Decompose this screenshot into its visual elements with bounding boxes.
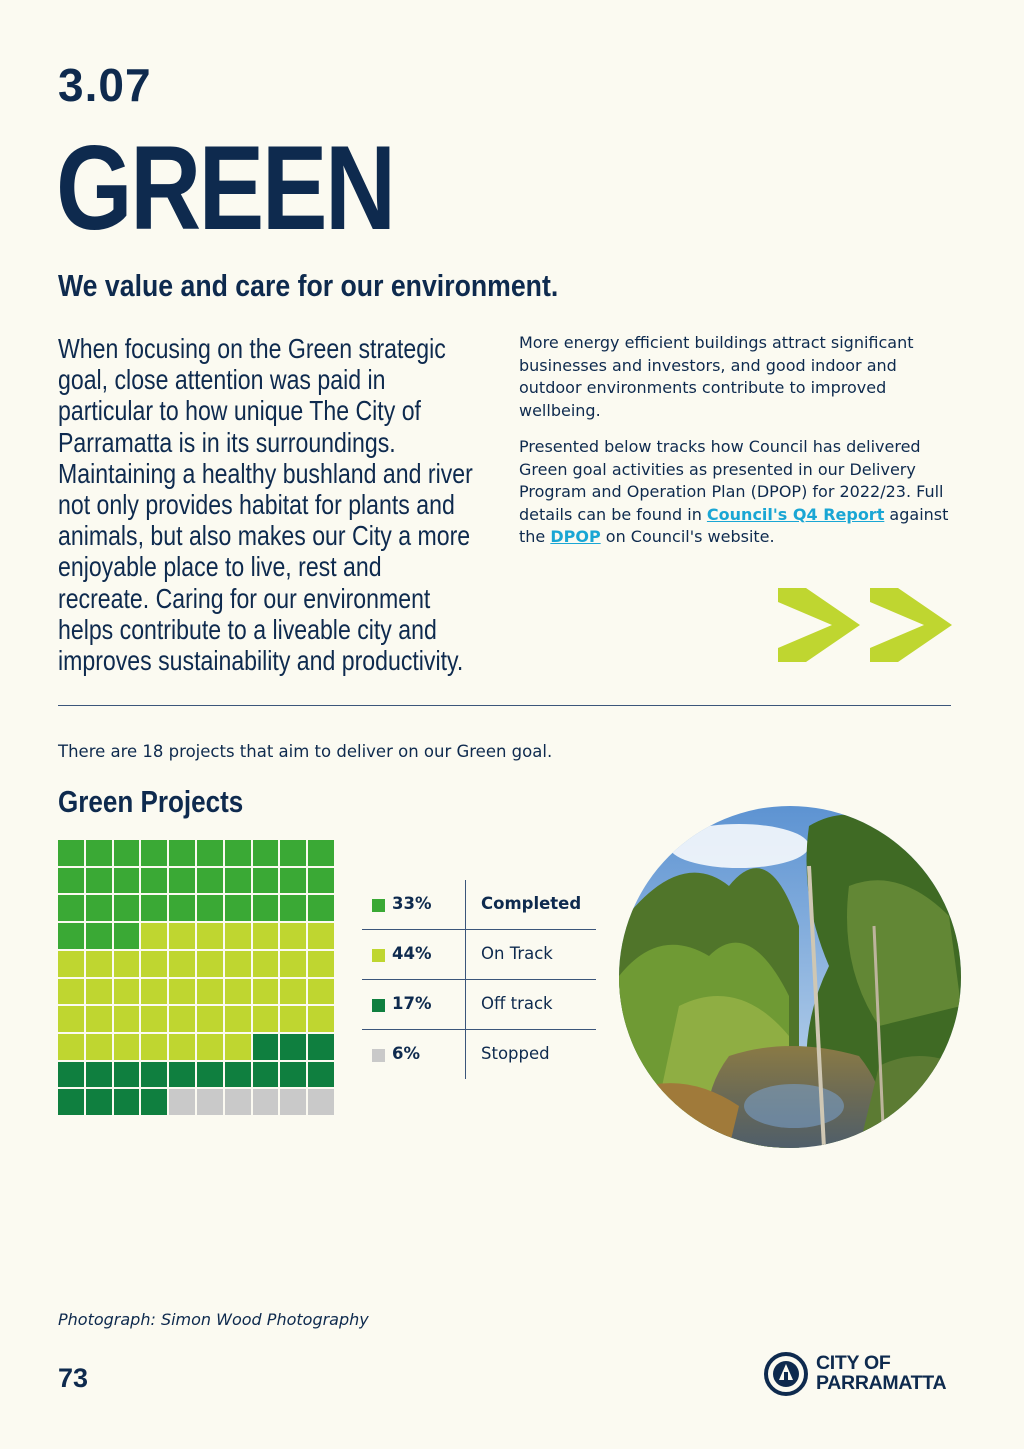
photo-credit: Photograph: Simon Wood Photography (58, 1310, 369, 1329)
waffle-cell-on-track (197, 1034, 223, 1060)
waffle-cell-off-track (225, 1062, 251, 1088)
logo-line-1: CITY OF (816, 1352, 891, 1374)
waffle-cell-on-track (308, 951, 334, 977)
waffle-cell-off-track (280, 1034, 306, 1060)
page-title: GREEN (56, 121, 394, 255)
council-q4-report-link[interactable]: Council's Q4 Report (706, 504, 885, 524)
waffle-cell-on-track (58, 979, 84, 1005)
right-column (519, 332, 959, 563)
logo-line-2: PARRAMATTA (816, 1372, 947, 1394)
city-of-parramatta-logo (764, 1352, 954, 1398)
waffle-cell-on-track (280, 923, 306, 949)
waffle-cell-completed (225, 895, 251, 921)
waffle-cell-completed (225, 840, 251, 866)
waffle-cell-on-track (280, 979, 306, 1005)
projects-heading: Green Projects (58, 784, 244, 819)
waffle-cell-on-track (225, 1006, 251, 1032)
double-chevron-icon (778, 588, 954, 662)
waffle-cell-completed (114, 895, 140, 921)
waffle-cell-on-track (58, 1006, 84, 1032)
waffle-cell-on-track (86, 1006, 112, 1032)
waffle-cell-off-track (58, 1062, 84, 1088)
waffle-cell-off-track (308, 1062, 334, 1088)
legend-percent-stopped: 6% (392, 1044, 421, 1063)
waffle-cell-off-track (86, 1062, 112, 1088)
waffle-cell-completed (58, 895, 84, 921)
waffle-cell-completed (280, 895, 306, 921)
legend-label-stopped: Stopped (481, 1044, 550, 1063)
page-subtitle: We value and care for our environment. (58, 268, 559, 303)
waffle-cell-on-track (253, 979, 279, 1005)
waffle-cell-completed (197, 895, 223, 921)
waffle-cell-off-track (141, 1089, 167, 1115)
page-number: 73 (58, 1363, 89, 1393)
waffle-cell-on-track (225, 951, 251, 977)
dpop-link[interactable]: DPOP (550, 527, 601, 546)
waffle-cell-on-track (58, 1034, 84, 1060)
waffle-cell-off-track (141, 1062, 167, 1088)
waffle-cell-completed (253, 895, 279, 921)
legend-separator (465, 930, 466, 979)
waffle-cell-on-track (280, 1006, 306, 1032)
paragraph-presented-start: Presented below tracks how Council has delivered Green goal activities as presented in our Delivery Program and Operation Plan (DPOP) for 2022/23. Full details can be found in (519, 437, 944, 524)
waffle-cell-completed (86, 923, 112, 949)
legend-percent-off-track: 17% (392, 994, 432, 1013)
waffle-cell-stopped (169, 1089, 195, 1115)
legend-label-off-track: Off track (481, 994, 553, 1013)
chevron-right-icon (870, 588, 952, 662)
legend-swatch-off-track (372, 999, 385, 1012)
waffle-cell-on-track (58, 951, 84, 977)
waffle-cell-completed (86, 840, 112, 866)
waffle-cell-completed (280, 868, 306, 894)
waffle-cell-off-track (197, 1062, 223, 1088)
legend-swatch-stopped (372, 1049, 385, 1062)
legend-separator (465, 980, 466, 1029)
waffle-cell-on-track (114, 1034, 140, 1060)
waffle-cell-stopped (308, 1089, 334, 1115)
chart-legend (362, 880, 596, 1079)
waffle-cell-on-track (169, 979, 195, 1005)
waffle-cell-completed (141, 895, 167, 921)
waffle-cell-off-track (114, 1089, 140, 1115)
projects-intro: There are 18 projects that aim to deliver on our Green goal. (58, 742, 553, 761)
waffle-cell-on-track (308, 1006, 334, 1032)
waffle-cell-on-track (225, 1034, 251, 1060)
waffle-cell-on-track (308, 979, 334, 1005)
waffle-cell-on-track (197, 979, 223, 1005)
section-number: 3.07 (58, 59, 152, 111)
waffle-cell-completed (308, 840, 334, 866)
waffle-cell-off-track (169, 1062, 195, 1088)
waffle-cell-off-track (280, 1062, 306, 1088)
lead-paragraph: When focusing on the Green strategic goal, close attention was paid in particular to how unique The City of Parramatta is in its surroundings. Maintaining a healthy bushland and river not only provides habitat for plants and animals, but also makes our City a more enjoyable place to live, rest and recreate. Caring for our environment helps contribute to a liveable city and improves sustainability and productivity. (58, 333, 473, 677)
waffle-cell-on-track (141, 979, 167, 1005)
chevron-left-icon (778, 588, 860, 662)
legend-row-on-track (362, 930, 596, 980)
waffle-cell-completed (141, 868, 167, 894)
waffle-cell-completed (225, 868, 251, 894)
paragraph-presented-end: on Council's website. (600, 527, 775, 546)
waffle-cell-on-track (114, 979, 140, 1005)
waffle-cell-on-track (308, 923, 334, 949)
waffle-cell-on-track (197, 923, 223, 949)
legend-percent-on-track: 44% (392, 944, 432, 963)
waffle-cell-off-track (86, 1089, 112, 1115)
waffle-cell-on-track (114, 951, 140, 977)
waffle-cell-completed (58, 868, 84, 894)
legend-label-on-track: On Track (481, 944, 553, 963)
waffle-cell-on-track (141, 1006, 167, 1032)
waffle-cell-completed (86, 868, 112, 894)
waffle-cell-completed (253, 840, 279, 866)
waffle-cell-on-track (141, 1034, 167, 1060)
waffle-cell-completed (58, 840, 84, 866)
waffle-cell-off-track (114, 1062, 140, 1088)
waffle-cell-off-track (308, 1034, 334, 1060)
waffle-cell-on-track (253, 923, 279, 949)
legend-swatch-completed (372, 899, 385, 912)
waffle-cell-on-track (280, 951, 306, 977)
waffle-cell-on-track (169, 1006, 195, 1032)
paragraph-energy: More energy efficient buildings attract significant businesses and investors, and good indoor and outdoor environments contribute to improved wellbeing. (519, 333, 914, 420)
waffle-cell-off-track (58, 1089, 84, 1115)
waffle-cell-off-track (253, 1034, 279, 1060)
legend-separator (465, 1030, 466, 1079)
waffle-cell-completed (114, 840, 140, 866)
waffle-cell-stopped (225, 1089, 251, 1115)
waffle-cell-completed (308, 895, 334, 921)
legend-row-stopped (362, 1030, 596, 1079)
waffle-cell-on-track (114, 1006, 140, 1032)
logo-text (816, 1353, 946, 1393)
waffle-cell-on-track (225, 923, 251, 949)
waffle-cell-on-track (169, 923, 195, 949)
waffle-cell-on-track (197, 1006, 223, 1032)
waffle-cell-stopped (197, 1089, 223, 1115)
waffle-cell-completed (169, 895, 195, 921)
waffle-cell-completed (280, 840, 306, 866)
waffle-cell-completed (253, 868, 279, 894)
legend-row-off-track (362, 980, 596, 1030)
waffle-cell-on-track (86, 951, 112, 977)
waffle-cell-completed (141, 840, 167, 866)
waffle-chart (58, 840, 334, 1115)
waffle-cell-completed (169, 868, 195, 894)
waffle-cell-on-track (225, 979, 251, 1005)
waffle-cell-completed (114, 923, 140, 949)
section-divider (58, 705, 951, 706)
waffle-cell-completed (197, 868, 223, 894)
legend-swatch-on-track (372, 949, 385, 962)
waffle-cell-on-track (141, 923, 167, 949)
waffle-cell-completed (86, 895, 112, 921)
waffle-cell-on-track (86, 1034, 112, 1060)
waffle-cell-on-track (253, 951, 279, 977)
waffle-cell-on-track (169, 951, 195, 977)
legend-label-completed: Completed (481, 894, 582, 913)
waffle-cell-on-track (86, 979, 112, 1005)
waffle-cell-completed (308, 868, 334, 894)
waffle-cell-on-track (253, 1006, 279, 1032)
city-crest-icon (764, 1352, 808, 1396)
paragraph-presented-mid: against the (519, 504, 949, 546)
waffle-cell-stopped (280, 1089, 306, 1115)
waffle-cell-on-track (169, 1034, 195, 1060)
waffle-cell-completed (197, 840, 223, 866)
waffle-cell-completed (169, 840, 195, 866)
waffle-cell-completed (114, 868, 140, 894)
legend-row-completed (362, 880, 596, 930)
waffle-cell-on-track (141, 951, 167, 977)
waffle-cell-off-track (253, 1062, 279, 1088)
waffle-cell-on-track (197, 951, 223, 977)
river-bushland-photo (619, 806, 961, 1148)
paragraph-presented (519, 436, 959, 549)
waffle-cell-completed (58, 923, 84, 949)
legend-separator (465, 880, 466, 929)
legend-percent-completed: 33% (392, 894, 432, 913)
waffle-cell-stopped (253, 1089, 279, 1115)
